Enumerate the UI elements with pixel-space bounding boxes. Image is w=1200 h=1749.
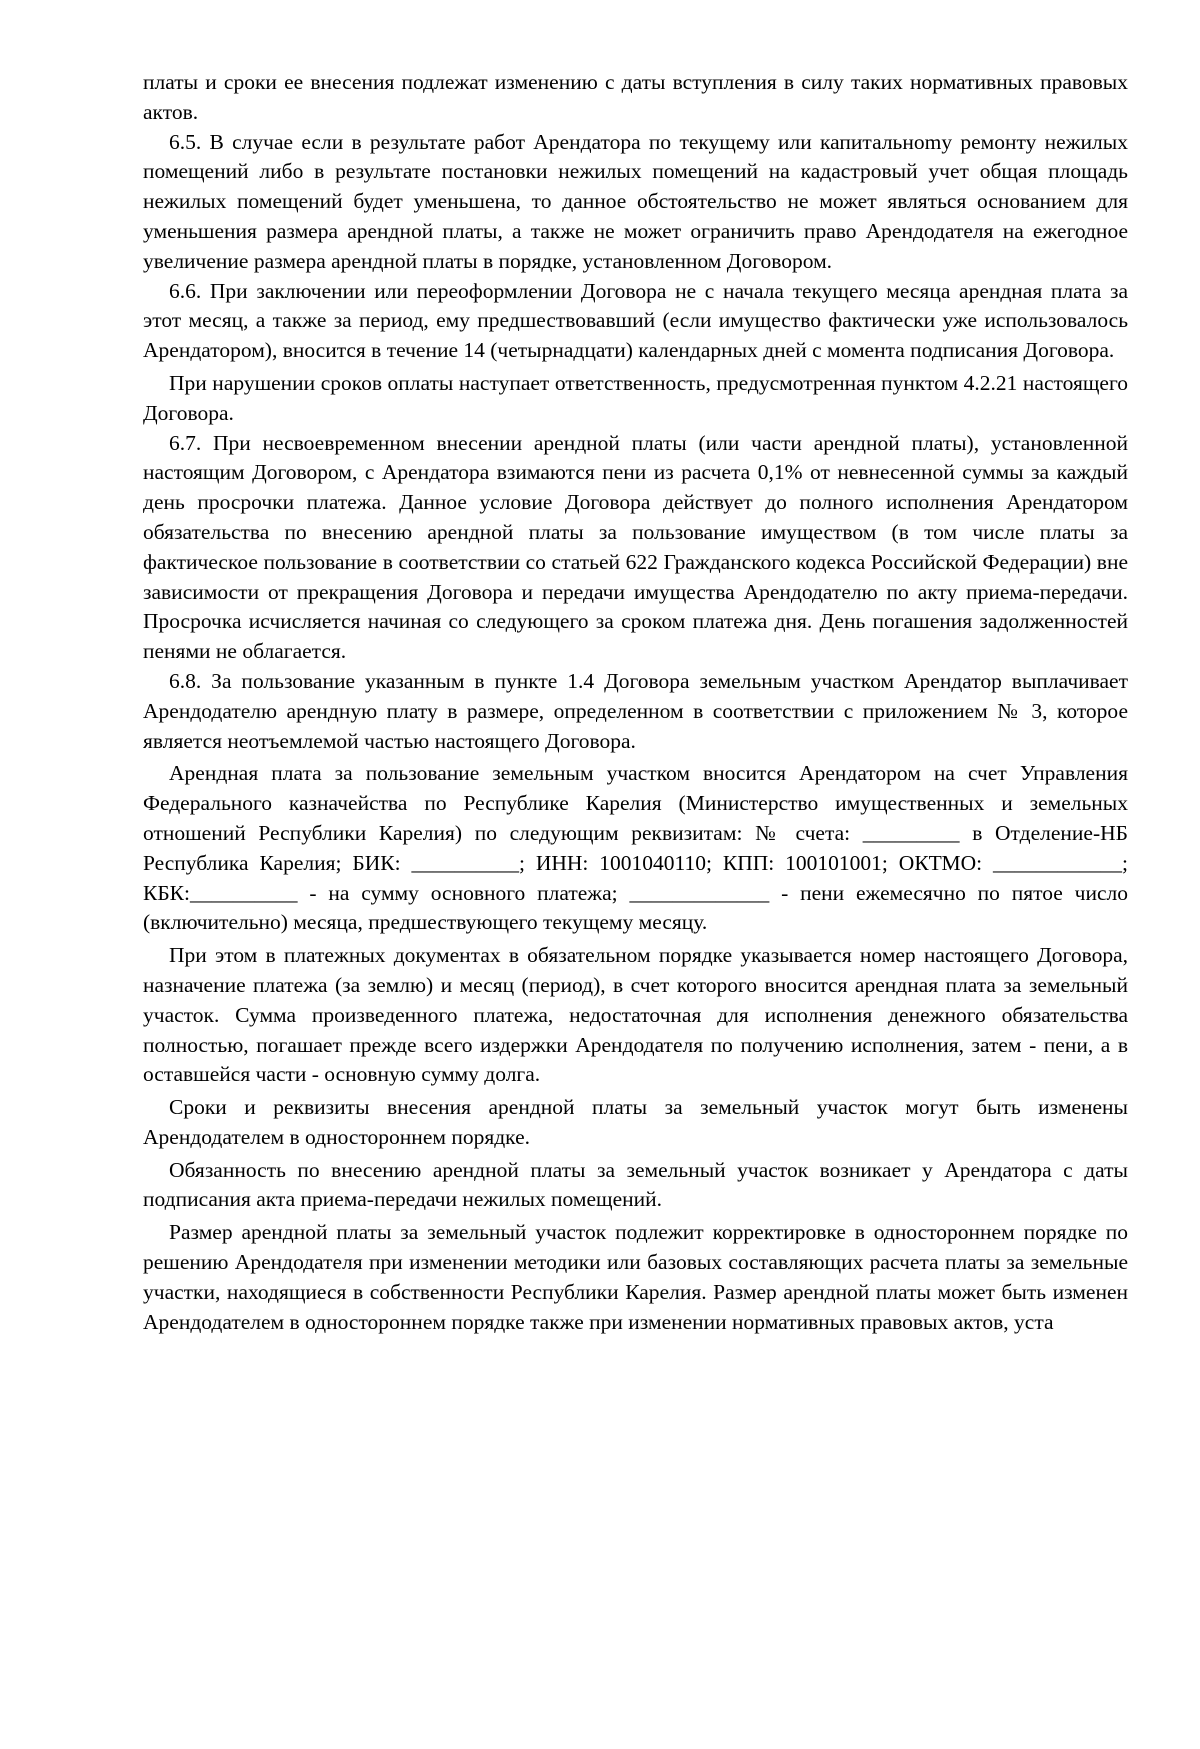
paragraph-obligation-start: Обязанность по внесению арендной платы за земельный участок возникает у Арендатора с даты подписания акта приема-передачи нежилых помещений. — [143, 1157, 1128, 1212]
paragraph-6-7: 6.7. При несвоевременном внесении арендной платы (или части арендной платы), установленной настоящим Договором, с Арендатора взимаются пени из расчета 0,1% от невнесенной суммы за каждый день просрочки платежа. Данное условие Договора действует до полного исполнения Арендатором обязательства по внесению арендной платы за пользование имуществом (в том числе платы за фактическое пользование в соответствии со статьей 622 Гражданского кодекса Российской Федерации) вне зависимости от прекращения Договора и передачи имущества Арендодателю по акту приема-передачи. Просрочка исчисляется начиная со следующего за сроком платежа дня. День погашения задолженностей пенями не облагается. — [143, 430, 1128, 664]
document-page — [143, 68, 1128, 1337]
paragraph-payment-liability: При нарушении сроков оплаты наступает ответственность, предусмотренная пунктом 4.2.21 настоящего Договора. — [143, 370, 1128, 425]
paragraph-6-6: 6.6. При заключении или переоформлении Договора не с начала текущего месяца арендная плата за этот месяц, а также за период, ему предшествовавший (если имущество фактически уже использовалось Арендатором), вносится в течение 14 (четырнадцати) календарных дней с момента подписания Договора. — [143, 278, 1128, 363]
paragraph-rent-adjustment: Размер арендной платы за земельный участок подлежит корректировке в одностороннем порядке по решению Арендодателя при изменении методики или базовых составляющих расчета платы за земельные участки, находящиеся в собственности Республики Карелия. Размер арендной платы может быть изменен Арендодателем в одностороннем порядке также при изменении нормативных правовых актов, уста — [143, 1220, 1128, 1334]
paragraph-payment-documents: При этом в платежных документах в обязательном порядке указывается номер настоящего Договора, назначение платежа (за землю) и месяц (период), в счет которого вносится арендная плата за земельный участок. Сумма произведенного платежа, недостаточная для исполнения денежного обязательства полностью, погашает прежде всего издержки Арендодателя по получению исполнения, затем - пени, а в оставшейся части - основную сумму долга. — [143, 943, 1128, 1087]
paragraph-6-5: 6.5. В случае если в результате работ Арендатора по текущему или капитальноmу ремонту нежилых помещений либо в результате постановки нежилых помещений на кадастровый учет общая площадь нежилых помещений будет уменьшена, то данное обстоятельство не может являться основанием для уменьшения размера арендной платы, а также не может ограничить право Арендодателя на ежегодное увеличение размера арендной платы в порядке, установленном Договором. — [143, 129, 1128, 273]
paragraph-payment-details: Арендная плата за пользование земельным участком вносится Арендатором на счет Управления Федерального казначейства по Республике Карелия (Министерство имущественных и земельных отношений Республики Карелия) по следующим реквизитам: № счета: _________ в Отделение-НБ Республика Карелия; БИК: __________; ИНН: 1001040110; КПП: 100101001; ОКТМО: ____________; КБК:__________ - на сумму основного платежа; _____________ - пени ежемесячно по пятое число (включительно) месяца, предшествующего текущему месяцу. — [143, 761, 1128, 935]
paragraph-terms-change: Сроки и реквизиты внесения арендной платы за земельный участок могут быть изменены Арендодателем в одностороннем порядке. — [143, 1095, 1128, 1149]
paragraph-6-8: 6.8. За пользование указанным в пункте 1.4 Договора земельным участком Арендатор выплачивает Арендодателю арендную плату в размере, определенном в соответствии с приложением № 3, которое является неотъемлемой частью настоящего Договора. — [143, 668, 1128, 753]
paragraph-continuation: платы и сроки ее внесения подлежат изменению с даты вступления в силу таких нормативных правовых актов. — [143, 70, 1128, 124]
